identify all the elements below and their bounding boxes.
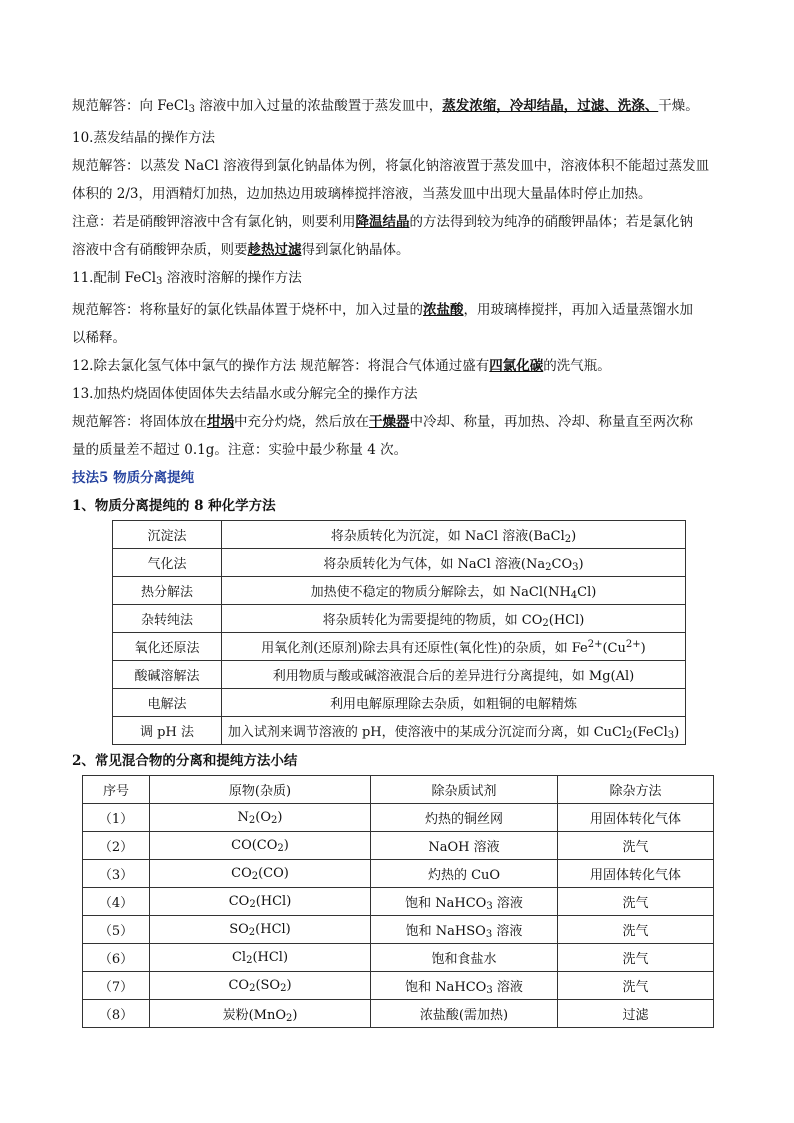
reagent-cell: 饱和 NaHCO$_3$ 溶液 bbox=[371, 888, 558, 916]
item-heading: 13.加热灼烧固体使固体失去结晶水或分解完全的操作方法 bbox=[72, 386, 418, 402]
text-line: 规范解答：将固体放在坩埚中充分灼烧，然后放在干燥器中冷却、称量，再加热、冷却、称量直至两次称 bbox=[72, 414, 693, 430]
method-desc: 将杂质转化为沉淀，如 NaCl 溶液(BaCl$_2$) bbox=[222, 521, 686, 549]
table-header-row bbox=[83, 776, 714, 804]
substance-cell: $CO_2(HCl)$ bbox=[150, 888, 371, 916]
key-answer: 蒸发浓缩，冷却结晶，过滤、洗涤、 bbox=[442, 98, 659, 114]
table-row bbox=[113, 549, 686, 577]
row-number: （6） bbox=[83, 944, 150, 972]
table-row bbox=[83, 1000, 714, 1028]
table-row bbox=[113, 717, 686, 745]
text-line: 体积的 2/3，用酒精灯加热，边加热边用玻璃棒搅拌溶液，当蒸发皿中出现大量晶体时停止加热。 bbox=[72, 186, 652, 202]
table-row bbox=[83, 944, 714, 972]
text-line: 以稀释。 bbox=[72, 330, 126, 346]
key-answer: 干燥器 bbox=[369, 414, 410, 430]
text-line: 规范解答：向 FeCl$_3$ 溶液中加入过量的浓盐酸置于蒸发皿中，蒸发浓缩，冷却结晶，过滤、洗涤、干燥。 bbox=[72, 98, 699, 115]
substance-cell: $CO_2(CO)$ bbox=[150, 860, 371, 888]
text-line: 12.除去氯化氢气体中氯气的操作方法 规范解答：将混合气体通过盛有四氯化碳的洗气瓶。 bbox=[72, 358, 611, 374]
table-row bbox=[113, 577, 686, 605]
section-title: 技法5 物质分离提纯 bbox=[72, 470, 195, 486]
method-name: 氧化还原法 bbox=[113, 633, 222, 661]
reagent-cell: NaOH 溶液 bbox=[371, 832, 558, 860]
method-name: 调 pH 法 bbox=[113, 717, 222, 745]
method-cell: 用固体转化气体 bbox=[558, 860, 714, 888]
table-row bbox=[83, 860, 714, 888]
method-name: 杂转纯法 bbox=[113, 605, 222, 633]
table-row bbox=[83, 832, 714, 860]
method-desc: 加热使不稳定的物质分解除去，如 $NaCl(NH_4Cl)$ bbox=[222, 577, 686, 605]
document-page bbox=[72, 92, 722, 1028]
substance-cell: $Cl_2(HCl)$ bbox=[150, 944, 371, 972]
methods-table bbox=[112, 520, 686, 745]
table-row bbox=[113, 521, 686, 549]
table-row bbox=[83, 888, 714, 916]
method-name: 电解法 bbox=[113, 689, 222, 717]
method-cell: 洗气 bbox=[558, 944, 714, 972]
method-cell: 洗气 bbox=[558, 916, 714, 944]
substance-cell: 炭粉(MnO$_2$) bbox=[150, 1000, 371, 1028]
row-number: （7） bbox=[83, 972, 150, 1000]
reagent-cell: 灼热的铜丝网 bbox=[371, 804, 558, 832]
table-row bbox=[113, 661, 686, 689]
table-row bbox=[113, 633, 686, 661]
col-header: 除杂方法 bbox=[558, 776, 714, 804]
method-cell: 洗气 bbox=[558, 832, 714, 860]
reagent-cell: 饱和 NaHCO$_3$ 溶液 bbox=[371, 972, 558, 1000]
method-name: 气化法 bbox=[113, 549, 222, 577]
text-line: 规范解答：将称量好的氯化铁晶体置于烧杯中，加入过量的浓盐酸，用玻璃棒搅拌，再加入适量蒸馏水加 bbox=[72, 302, 693, 318]
substance-cell: $N_2(O_2)$ bbox=[150, 804, 371, 832]
item-heading: 10.蒸发结晶的操作方法 bbox=[72, 130, 215, 146]
row-number: （8） bbox=[83, 1000, 150, 1028]
row-number: （2） bbox=[83, 832, 150, 860]
text-line: 注意：若是硝酸钾溶液中含有氯化钠，则要利用降温结晶的方法得到较为纯净的硝酸钾晶体；若是氯化钠 bbox=[72, 214, 693, 230]
text-line: 量的质量差不超过 0.1g。注意：实验中最少称量 4 次。 bbox=[72, 442, 408, 458]
substance-cell: $SO_2(HCl)$ bbox=[150, 916, 371, 944]
reagent-cell: 饱和 NaHSO$_3$ 溶液 bbox=[371, 916, 558, 944]
table2-title: 2、常见混合物的分离和提纯方法小结 bbox=[72, 753, 298, 769]
row-number: （4） bbox=[83, 888, 150, 916]
method-desc: 利用物质与酸或碱溶液混合后的差异进行分离提纯，如 Mg(Al) bbox=[222, 661, 686, 689]
row-number: （5） bbox=[83, 916, 150, 944]
reagent-cell: 饱和食盐水 bbox=[371, 944, 558, 972]
method-name: 热分解法 bbox=[113, 577, 222, 605]
text-line: 规范解答：以蒸发 NaCl 溶液得到氯化钠晶体为例，将氯化钠溶液置于蒸发皿中，溶液体积不能超过蒸发皿 bbox=[72, 158, 710, 174]
table-row bbox=[113, 605, 686, 633]
substance-cell: $CO_2(SO_2)$ bbox=[150, 972, 371, 1000]
key-answer: 降温结晶 bbox=[355, 214, 410, 230]
table-row bbox=[83, 972, 714, 1000]
reagent-cell: 浓盐酸(需加热) bbox=[371, 1000, 558, 1028]
key-answer: 四氯化碳 bbox=[489, 358, 544, 374]
row-number: （1） bbox=[83, 804, 150, 832]
col-header: 原物(杂质) bbox=[150, 776, 371, 804]
key-answer: 趁热过滤 bbox=[247, 242, 302, 258]
col-header: 序号 bbox=[83, 776, 150, 804]
method-name: 沉淀法 bbox=[113, 521, 222, 549]
table-row bbox=[113, 689, 686, 717]
reagent-cell: 灼热的 CuO bbox=[371, 860, 558, 888]
item-heading: 11.配制 FeCl$_3$ 溶液时溶解的操作方法 bbox=[72, 270, 302, 287]
table-row bbox=[83, 916, 714, 944]
substance-cell: $CO(CO_2)$ bbox=[150, 832, 371, 860]
method-desc: 用氧化剂(还原剂)除去具有还原性(氧化性)的杂质，如 $Fe^{2+}(Cu^{2+})$ bbox=[222, 633, 686, 661]
row-number: （3） bbox=[83, 860, 150, 888]
text-line: 溶液中含有硝酸钾杂质，则要趁热过滤得到氯化钠晶体。 bbox=[72, 242, 410, 258]
method-desc: 将杂质转化为需要提纯的物质，如 $CO_2(HCl)$ bbox=[222, 605, 686, 633]
key-answer: 浓盐酸 bbox=[423, 302, 464, 318]
method-desc: 将杂质转化为气体，如 NaCl 溶液$(Na_2CO_3)$ bbox=[222, 549, 686, 577]
table-row bbox=[83, 804, 714, 832]
method-name: 酸碱溶解法 bbox=[113, 661, 222, 689]
method-desc: 利用电解原理除去杂质，如粗铜的电解精炼 bbox=[222, 689, 686, 717]
table1-title: 1、物质分离提纯的 8 种化学方法 bbox=[72, 498, 276, 514]
mixtures-table bbox=[82, 775, 714, 1028]
col-header: 除杂质试剂 bbox=[371, 776, 558, 804]
method-cell: 洗气 bbox=[558, 888, 714, 916]
method-desc: 加入试剂来调节溶液的 pH，使溶液中的某成分沉淀而分离，如 CuCl$_2$(FeCl$_3$) bbox=[222, 717, 686, 745]
key-answer: 坩埚 bbox=[207, 414, 234, 430]
method-cell: 过滤 bbox=[558, 1000, 714, 1028]
method-cell: 洗气 bbox=[558, 972, 714, 1000]
method-cell: 用固体转化气体 bbox=[558, 804, 714, 832]
